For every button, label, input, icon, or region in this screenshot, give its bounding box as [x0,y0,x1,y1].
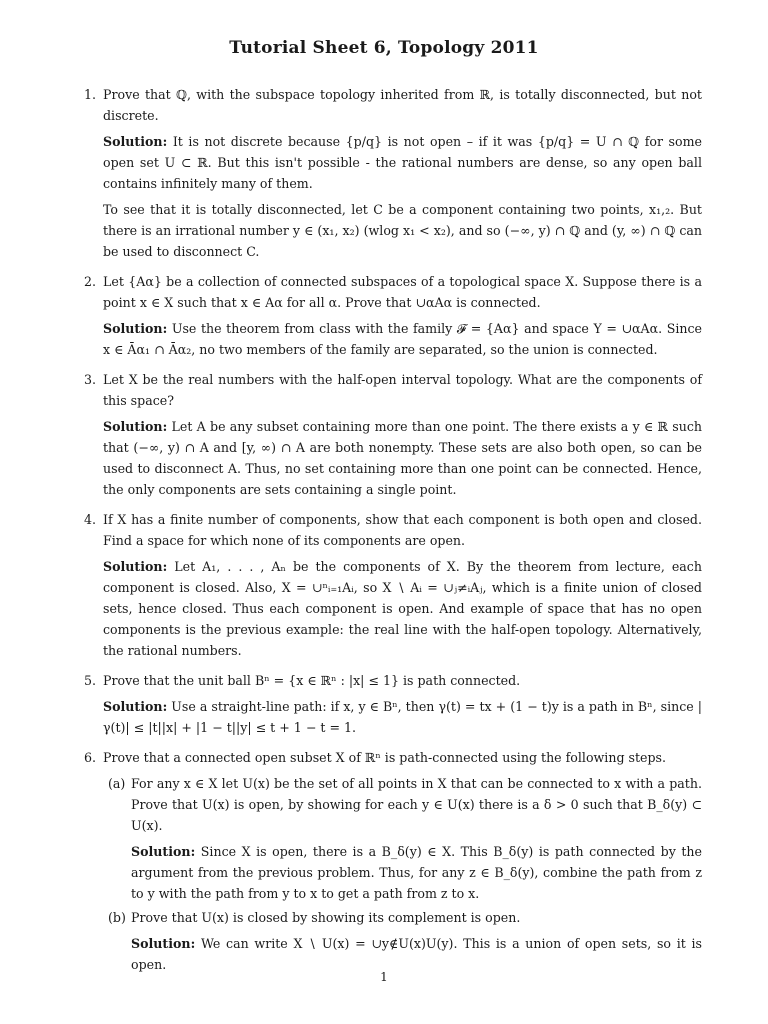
part-solution [131,841,702,904]
problem-solution [103,556,702,661]
solution-text: Use a straight-line path: if x, y ∈ Bⁿ, then γ(t) = tx + (1 − t)y is a path in Bⁿ, since |γ(t)| ≤ |t||x| + |1 − t||y| ≤ t + 1 − t = 1. [103,699,702,735]
problem-3 [84,369,702,500]
part-solution [131,933,702,975]
part-label: (a) [108,776,126,791]
solution-text: Let A₁, . . . , Aₙ be the components of X. By the theorem from lecture, each component is closed. Also, X = ∪ⁿᵢ₌₁Aᵢ, so X ∖ Aᵢ = ∪ⱼ≠ᵢAⱼ, which is a finite union of closed sets, hence closed. Thus each component is open. And example of space that has no open components is the previous example: the real line with the half-open topology. Alternatively, the rational numbers. [103,559,702,658]
part-question: For any x ∈ X let U(x) be the set of all points in X that can be connected to x with a path. Prove that U(x) is open, by showing for each y ∈ U(x) there is a δ > 0 such that B_δ(y) ⊂ U(x). [131,776,702,833]
problem-number: 1. [84,87,97,102]
problem-number: 6. [84,750,97,765]
problem-number: 3. [84,372,97,387]
problem-1 [84,84,702,262]
problem-question: Let {Aα} be a collection of connected subspaces of a topological space X. Suppose there is a point x ∈ X such that x ∈ Aα for all α. Prove that ∪αAα is connected. [103,274,702,310]
problem-number: 5. [84,673,97,688]
problem-solution [103,696,702,738]
problem-solution [103,416,702,500]
part-label: (b) [108,910,126,925]
problem-number: 2. [84,274,97,289]
solution-text: It is not discrete because {p/q} is not open – if it was {p/q} = U ∩ ℚ for some open set U ⊂ ℝ. But this isn't possible - the rational numbers are dense, so any open ball contains infinitely many of them. [103,134,702,191]
solution-label: Solution: [131,844,196,859]
solution-label: Solution: [103,559,168,574]
solution-text: Let A be any subset containing more than one point. The there exists a y ∈ ℝ such that (−∞, y) ∩ A and [y, ∞) ∩ A are both nonempty. These sets are also both open, so can be used to disconnect A. Thus, no set containing more than one point can be connected. Hence, the only components are sets containing a single point. [103,419,702,497]
problem-number: 4. [84,512,97,527]
problem-6 [84,747,702,975]
problem-question: Prove that a connected open subset X of ℝⁿ is path-connected using the following steps. [103,750,667,765]
solution-text: Use the theorem from class with the family 𝓕 = {Aα} and space Y = ∪αAα. Since x ∈ Āα₁ ∩ Āα₂, no two members of the family are separated, so the union is connected. [103,321,703,357]
page-title: Tutorial Sheet 6, Topology 2011 [229,38,539,58]
problem-2 [84,271,702,360]
solution-label: Solution: [131,936,196,951]
problem-6-part-a [103,773,702,904]
problem-5 [84,670,702,738]
problem-question: Let X be the real numbers with the half-open interval topology. What are the components of this space? [103,372,702,408]
problem-6-part-b [103,907,702,975]
problem-question: Prove that ℚ, with the subspace topology inherited from ℝ, is totally disconnected, but not discrete. [103,87,702,123]
page-number: 1 [380,970,388,984]
solution-label: Solution: [103,321,168,336]
problem-solution-continued: To see that it is totally disconnected, let C be a component containing two points, x₁,₂. But there is an irrational number y ∈ (x₁, x₂) (wlog x₁ < x₂), and so (−∞, y) ∩ ℚ and (y, ∞) ∩ ℚ can be used to disconnect C. [103,202,702,259]
problem-4 [84,509,702,661]
problem-list [84,84,702,984]
part-question: Prove that U(x) is closed by showing its complement is open. [131,910,521,925]
solution-label: Solution: [103,419,168,434]
solution-label: Solution: [103,134,168,149]
problem-solution [103,318,702,360]
solution-text: We can write X ∖ U(x) = ∪y∉U(x)U(y). This is a union of open sets, so it is open. [131,936,702,972]
solution-label: Solution: [103,699,168,714]
solution-text: Since X is open, there is a B_δ(y) ∈ X. This B_δ(y) is path connected by the argument from the previous problem. Thus, for any z ∈ B_δ(y), combine the path from z to y with the path from y to x to get a path from z to x. [131,844,702,901]
problem-question: Prove that the unit ball Bⁿ = {x ∈ ℝⁿ : |x| ≤ 1} is path connected. [103,673,521,688]
problem-question: If X has a finite number of components, show that each component is both open and closed. Find a space for which none of its components are open. [103,512,702,548]
problem-solution [103,131,702,194]
